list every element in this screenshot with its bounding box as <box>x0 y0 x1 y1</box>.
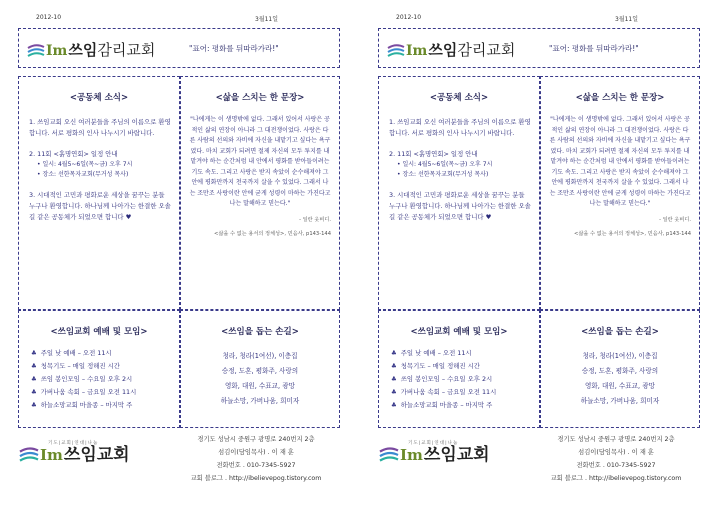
verse-author: - 일란 웃비디. <box>659 216 691 223</box>
verse-text: "나에게는 이 생명밖에 없다. 그래서 있어서 사랑은 공적인 삶의 연장이 아니라 그 대전쟁이었다. 사랑은 다른 사람의 선의와 자비에 자신을 내맡기고 싶다는 욕구였다. 마치 교회가 되려면 절제 자신의 모두 투지를 내맡겨야 하는 순간처럼 내 안에서 평화를 받아들이려는 기도 속도. 그리고 사랑은 받지 속았이 순수해져야 그 안에 평화만까지 천국까지 살을 수 있었다. 그래서 나는 조만조 사랑이란 안에 굳게 성령이 마하는 가진다고 나는 말해하고 믿는다." <box>189 116 331 207</box>
pastor-name: 섬김이(담임목사) . 이 재 훈 <box>578 449 654 456</box>
worship-title: <쓰임교회 예배 및 모임> <box>410 327 508 337</box>
news-sub-item: • 장소: 선한목자교회(무거성 목사) <box>397 171 489 178</box>
worship-item <box>391 386 533 399</box>
church-address: 경기도 성남시 중원구 광명로 240번지 2층 <box>197 436 315 443</box>
news-sub-item: • 일시: 4월5~6일(목~금) 오후 7시 <box>37 161 133 168</box>
blog-link[interactable]: 교회 블로그 . http://ibelievepog.tistory.com <box>550 475 682 482</box>
verse-panel <box>180 76 340 310</box>
news-item: 3. 시대적인 고민과 평화로운 세상을 꿈꾸는 분들 누구나 환영합니다. 하나님께 나아가는 한결한 오솔길 같은 공동체가 되었으면 합니다 ♥ <box>389 191 531 221</box>
news-title: <공동체 소식> <box>429 93 489 103</box>
worship-item <box>31 399 173 412</box>
worship-item <box>31 386 173 399</box>
helpers-line: 청라, 청라(1여선), 이층집 <box>582 352 658 360</box>
clover-icon: ♣ <box>31 388 37 396</box>
helpers-line: 영화, 대원, 수표교, 광망 <box>585 382 655 390</box>
worship-item <box>391 373 533 386</box>
logo-swoosh-icon <box>18 446 40 464</box>
clover-icon: ♣ <box>31 362 37 370</box>
logo-im: Im <box>46 43 68 59</box>
worship-item <box>391 347 533 360</box>
verse-title: <삶을 스치는 한 문장> <box>575 93 665 103</box>
church-logo <box>387 37 515 59</box>
footer-logo-tagline: 기도|교회|연대|나눔 <box>408 441 459 446</box>
worship-item-label: 가버나움 속회 – 금요일 오전 11시 <box>40 388 137 396</box>
phone-number: 전화번호 . 010-7345-5927 <box>576 462 656 469</box>
news-item <box>389 149 531 180</box>
news-title: <공동체 소식> <box>69 93 129 103</box>
helpers-line: 하늘소망, 가버나움, 희미자 <box>220 397 300 405</box>
news-list <box>389 117 531 223</box>
news-item <box>29 149 171 180</box>
worship-item-label: 주일 낮 예배 – 오전 11시 <box>40 349 112 357</box>
header-box <box>378 28 700 68</box>
clover-icon: ♣ <box>391 375 397 383</box>
helpers-line: 승정, 도혼, 평화주, 사랑의 <box>221 367 299 375</box>
footer-logo-name: 쓰임교회 <box>423 445 490 465</box>
news-item-heading: 2. 11회 <흙명연회> 일정 안내 <box>389 150 478 158</box>
logo-swoosh-icon <box>378 446 400 464</box>
helpers-title: <쓰임을 돕는 손길> <box>581 327 659 337</box>
helpers-title: <쓰임을 돕는 손길> <box>221 327 299 337</box>
helpers-panel <box>180 310 340 428</box>
worship-item-label: 하늘소망교회 마을종 – 마지막 주 <box>40 401 133 409</box>
news-panel <box>18 76 180 310</box>
logo-name-rest: 감리교회 <box>457 41 516 59</box>
worship-item-label: 하늘소망교회 마을종 – 마지막 주 <box>400 401 493 409</box>
news-item: 3. 시대적인 고민과 평화로운 세상을 꿈꾸는 분들 누구나 환영합니다. 하나님께 나아가는 한결한 오솔길 같은 공동체가 되었으면 합니다 ♥ <box>29 191 171 221</box>
worship-list <box>31 347 173 412</box>
footer-logo <box>18 441 130 465</box>
helpers-line: 영화, 대원, 수표교, 광망 <box>225 382 295 390</box>
clover-icon: ♣ <box>391 362 397 370</box>
worship-item <box>391 399 533 412</box>
worship-item-label: 가버나움 속회 – 금요일 오전 11시 <box>400 388 497 396</box>
verse-source: <삶을 수 없는 용서의 정체성>, 민음사, p143-144 <box>573 230 691 237</box>
news-item: 1. 쓰임교회 오신 여러분들을 주님의 이름으로 환영합니다. 서로 평화의 인사 나누시기 바랍니다. <box>389 118 531 137</box>
news-item: 1. 쓰임교회 오신 여러분들을 주님의 이름으로 환영합니다. 서로 평화의 인사 나누시기 바랍니다. <box>29 118 171 137</box>
worship-panel <box>18 310 180 428</box>
news-list <box>29 117 171 223</box>
worship-item-label: 주일 낮 예배 – 오전 11시 <box>400 349 472 357</box>
bulletin-page-right <box>360 0 720 508</box>
worship-item <box>31 373 173 386</box>
worship-item-label: 쓰임 봉인모임 – 수요일 오후 2시 <box>400 375 493 383</box>
motto: "표어: 평화를 뒤따라가라!" <box>189 44 279 53</box>
pastor-name: 섬김이(담임목사) . 이 재 훈 <box>218 449 294 456</box>
footer-logo-name: 쓰임교회 <box>63 445 130 465</box>
phone-number: 전화번호 . 010-7345-5927 <box>216 462 296 469</box>
logo-name-bold: 쓰임 <box>428 41 458 59</box>
footer-logo <box>378 441 490 465</box>
news-sub-item: • 일시: 4월5~6일(목~금) 오후 7시 <box>397 161 493 168</box>
footer-logo-im: Im <box>400 446 423 464</box>
header-box <box>18 28 340 68</box>
footer-logo-im: Im <box>40 446 63 464</box>
helpers-line: 청라, 청라(1여선), 이층집 <box>222 352 298 360</box>
worship-panel <box>378 310 540 428</box>
news-panel <box>378 76 540 310</box>
helpers-panel <box>540 310 700 428</box>
logo-im: Im <box>406 43 428 59</box>
worship-item-label: 청목기도 – 매일 정해진 시간 <box>400 362 480 370</box>
clover-icon: ♣ <box>31 401 37 409</box>
clover-icon: ♣ <box>31 375 37 383</box>
logo-swoosh-icon <box>387 43 405 59</box>
bulletin-day: 3월11일 <box>255 16 279 23</box>
bulletin-date: 2012-10 <box>36 14 62 21</box>
bulletin-date: 2012-10 <box>396 14 422 21</box>
worship-title: <쓰임교회 예배 및 모임> <box>50 327 148 337</box>
logo-name-bold: 쓰임 <box>68 41 98 59</box>
church-address: 경기도 성남시 중원구 광명로 240번지 2층 <box>557 436 675 443</box>
blog-link[interactable]: 교회 블로그 . http://ibelievepog.tistory.com <box>190 475 322 482</box>
logo-swoosh-icon <box>27 43 45 59</box>
motto: "표어: 평화를 뒤따라가라!" <box>549 44 639 53</box>
helpers-list <box>551 349 689 409</box>
contact-block <box>166 433 346 485</box>
clover-icon: ♣ <box>31 349 37 357</box>
verse-source: <삶을 수 없는 용서의 정체성>, 민음사, p143-144 <box>213 230 331 237</box>
worship-list <box>391 347 533 412</box>
clover-icon: ♣ <box>391 401 397 409</box>
worship-item-label: 청목기도 – 매일 정해진 시간 <box>40 362 120 370</box>
worship-item-label: 쓰임 봉인모임 – 수요일 오후 2시 <box>40 375 133 383</box>
worship-item <box>31 360 173 373</box>
verse-author: - 일란 웃비디. <box>299 216 331 223</box>
verse-title: <삶을 스치는 한 문장> <box>215 93 305 103</box>
footer-logo-tagline: 기도|교회|연대|나눔 <box>48 441 99 446</box>
verse-text: "나에게는 이 생명밖에 없다. 그래서 있어서 사랑은 공적인 삶의 연장이 아니라 그 대전쟁이었다. 사랑은 다른 사람의 선의와 자비에 자신을 내맡기고 싶다는 욕구였다. 마치 교회가 되려면 절제 자신의 모두 투지를 내맡겨야 하는 순간처럼 내 안에서 평화를 받아들이려는 기도 속도. 그리고 사랑은 받지 속았이 순수해져야 그 안에 평화만까지 천국까지 살을 수 있었다. 그래서 나는 조만조 사랑이란 안에 굳게 성령이 마하는 가진다고 나는 말해하고 믿는다." <box>549 116 691 207</box>
contact-block <box>526 433 706 485</box>
clover-icon: ♣ <box>391 388 397 396</box>
worship-item <box>391 360 533 373</box>
news-sub-item: • 장소: 선한목자교회(무거성 목사) <box>37 171 129 178</box>
worship-item <box>31 347 173 360</box>
church-logo <box>27 37 155 59</box>
bulletin-day: 3월11일 <box>615 16 639 23</box>
verse-panel <box>540 76 700 310</box>
logo-name-rest: 감리교회 <box>97 41 156 59</box>
helpers-line: 하늘소망, 가버나움, 희미자 <box>580 397 660 405</box>
clover-icon: ♣ <box>391 349 397 357</box>
news-item-heading: 2. 11회 <흙명연회> 일정 안내 <box>29 150 118 158</box>
helpers-list <box>191 349 329 409</box>
helpers-line: 승정, 도혼, 평화주, 사랑의 <box>581 367 659 375</box>
